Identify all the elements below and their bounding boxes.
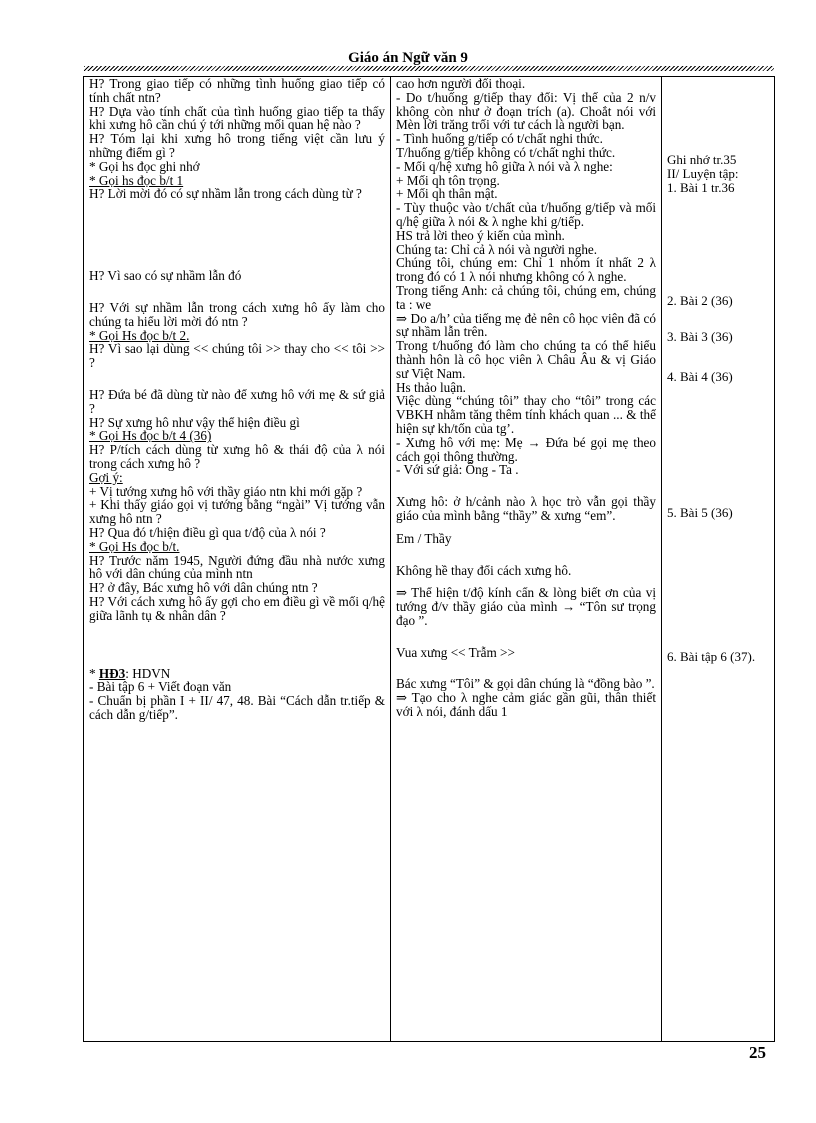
answer: - Với sứ giả: Ông - Ta . xyxy=(396,462,519,478)
note: 5. Bài 5 (36) xyxy=(667,504,733,520)
question: H? Trước năm 1945, Người đứng đầu nhà nước xưng hô với dân chúng của mình ntn xyxy=(89,552,385,582)
question: H? ở đây, Bác xưng hô với dân chúng ntn ? xyxy=(89,580,318,596)
answer: Vua xưng << Trẫm >> xyxy=(396,644,515,660)
homework-item: - Bài tập 6 + Viết đoạn văn xyxy=(89,679,232,695)
page-number: 25 xyxy=(749,1043,766,1062)
question: H? Với sự nhầm lẫn trong cách xưng hô ấy làm cho chúng ta hiểu lời mời đó ntn ? xyxy=(89,299,385,329)
answer: + Mối qh tôn trọng. xyxy=(396,172,500,188)
answer: - Tùy thuộc vào t/chất của t/huống g/tiếp và mối q/hệ giữa λ nói & λ nghe khi g/tiếp. xyxy=(396,200,656,229)
student-answers-column xyxy=(391,77,662,1041)
notes-column xyxy=(662,77,774,1041)
answer: cao hơn người đối thoại. xyxy=(396,77,526,91)
answer: ⇒ Do a/h’ của tiếng mẹ đẻ nên cô học viên đã có sự nhầm lẫn trên. xyxy=(396,310,656,340)
question: H? Dựa vào tính chất của tình huống giao tiếp ta thấy khi xưng hô cần chú ý tới những mối quan hệ nào ? xyxy=(89,103,385,133)
answer: Chúng tôi, chúng em: Chỉ 1 nhóm ít nhất 2 λ trong đó có 1 λ nói nhưng không có λ nghe. xyxy=(396,255,656,285)
answer: HS trả lời theo ý kiến của mình. xyxy=(396,227,565,243)
note: 6. Bài tập 6 (37). xyxy=(667,648,756,664)
question: H? Sự xưng hô như vậy thể hiện điều gì xyxy=(89,414,300,430)
answer: Việc dùng “chúng tôi” thay cho “tôi” trong các VBKH nhằm tăng thêm tính khách quan ... & thể hiện sự kh/tốn của tg’. xyxy=(396,393,656,436)
instruction: * Gọi Hs đọc b/t 2. xyxy=(89,327,190,343)
instruction: * Gọi Hs đọc b/t. xyxy=(89,538,180,554)
activity-heading: * HĐ3: HDVN xyxy=(89,665,171,681)
teacher-questions-column xyxy=(84,77,391,1041)
question: H? P/tích cách dùng từ xưng hô & thái độ của λ nói trong cách xưng hô ? xyxy=(89,442,385,471)
answer: Xưng hô: ở h/cảnh nào λ học trò vẫn gọi thầy giáo của mình bằng “thầy” & xưng “em”. xyxy=(396,494,656,523)
note: 4. Bài 4 (36) xyxy=(667,368,733,384)
question: H? Vì sao lại dùng << chúng tôi >> thay cho << tôi >> ? xyxy=(89,341,385,371)
question: H? Trong giao tiếp có những tình huống giao tiếp có tính chất ntn? xyxy=(89,77,385,105)
answer: Hs thảo luận. xyxy=(396,379,466,395)
answer: + Mối qh thân mật. xyxy=(396,186,498,202)
answer: Em / Thầy xyxy=(396,530,452,546)
question: H? Vì sao có sự nhầm lẫn đó xyxy=(89,268,242,284)
lesson-table xyxy=(83,76,775,1042)
question: H? Tóm lại khi xưng hô trong tiếng việt cần lưu ý những điểm gì ? xyxy=(89,131,385,160)
page-header-title: Giáo án Ngữ văn 9 xyxy=(348,50,468,66)
note: 2. Bài 2 (36) xyxy=(667,293,733,309)
instruction: * Gọi hs đọc ghi nhớ xyxy=(89,158,200,174)
answer: T/huống g/tiếp không có t/chất nghi thức. xyxy=(396,144,616,160)
question: H? Lời mời đó có sự nhầm lẫn trong cách dùng từ ? xyxy=(89,186,362,202)
hint: + Vị tướng xưng hô với thầy giáo ntn khi mới gặp ? xyxy=(89,483,363,499)
answer: - Xưng hô với mẹ: Mẹ → Đứa bé gọi mẹ theo cách gọi thông thường. xyxy=(396,434,656,464)
question: H? Qua đó t/hiện điều gì qua t/độ của λ nói ? xyxy=(89,524,326,540)
note: 1. Bài 1 tr.36 xyxy=(667,179,735,195)
answer: - Do t/huống g/tiếp thay đổi: Vị thế của 2 n/v không còn như ở đoạn trích (a). Choắt nói với Mèn lời trăng trối với tư cách là người bạn. xyxy=(396,89,656,133)
answer: Không hề thay đổi cách xưng hô. xyxy=(396,562,572,578)
instruction: * Gọi Hs đọc b/t 4 (36) xyxy=(89,428,212,444)
homework-item: - Chuẩn bị phần I + II/ 47, 48. Bài “Cách dẫn tr.tiếp & cách dẫn g/tiếp”. xyxy=(89,693,385,722)
answer: - Tình huống g/tiếp có t/chất nghi thức. xyxy=(396,131,603,147)
answer: ⇒ Thể hiện t/độ kính cẩn & lòng biết ơn của vị tướng đ/v thầy giáo của mình → “Tôn sư trọng đạo ”. xyxy=(396,585,656,628)
answer: Bác xưng “Tôi” & gọi dân chúng là “đồng bào ”. xyxy=(396,676,655,692)
question: H? Đứa bé đã dùng từ nào để xưng hô với mẹ & sứ giả ? xyxy=(89,386,385,416)
answer: Trong tiếng Anh: cả chúng tôi, chúng em, chúng ta : we xyxy=(396,282,656,312)
instruction: * Gọi hs đọc b/t 1 xyxy=(89,172,184,188)
answer: - Mối q/hệ xưng hô giữa λ nói và λ nghe: xyxy=(396,158,613,174)
hint-label: Gợi ý: xyxy=(89,469,123,485)
note: 3. Bài 3 (36) xyxy=(667,329,733,345)
answer: ⇒ Tạo cho λ nghe cảm giác gần gũi, thân thiết với λ nói, đánh dấu 1 xyxy=(396,690,656,720)
hint: + Khi thấy giáo gọi vị tướng bằng “ngài” Vị tướng vẫn xưng hô ntn ? xyxy=(89,497,385,527)
question: H? Với cách xưng hô ấy gợi cho em điều gì về mối q/hệ giữa lãnh tụ & nhân dân ? xyxy=(89,593,385,623)
answer: Trong t/huống đó làm cho chúng ta có thể hiểu thành hôn là cô học viên λ Châu Âu & vị Giáo sư Việt Nam. xyxy=(396,338,656,381)
note: Ghi nhớ tr.35 xyxy=(667,152,737,167)
header-divider xyxy=(84,66,774,71)
note: II/ Luyện tập: xyxy=(667,165,739,181)
answer: Chúng ta: Chỉ cả λ nói và người nghe. xyxy=(396,241,598,257)
